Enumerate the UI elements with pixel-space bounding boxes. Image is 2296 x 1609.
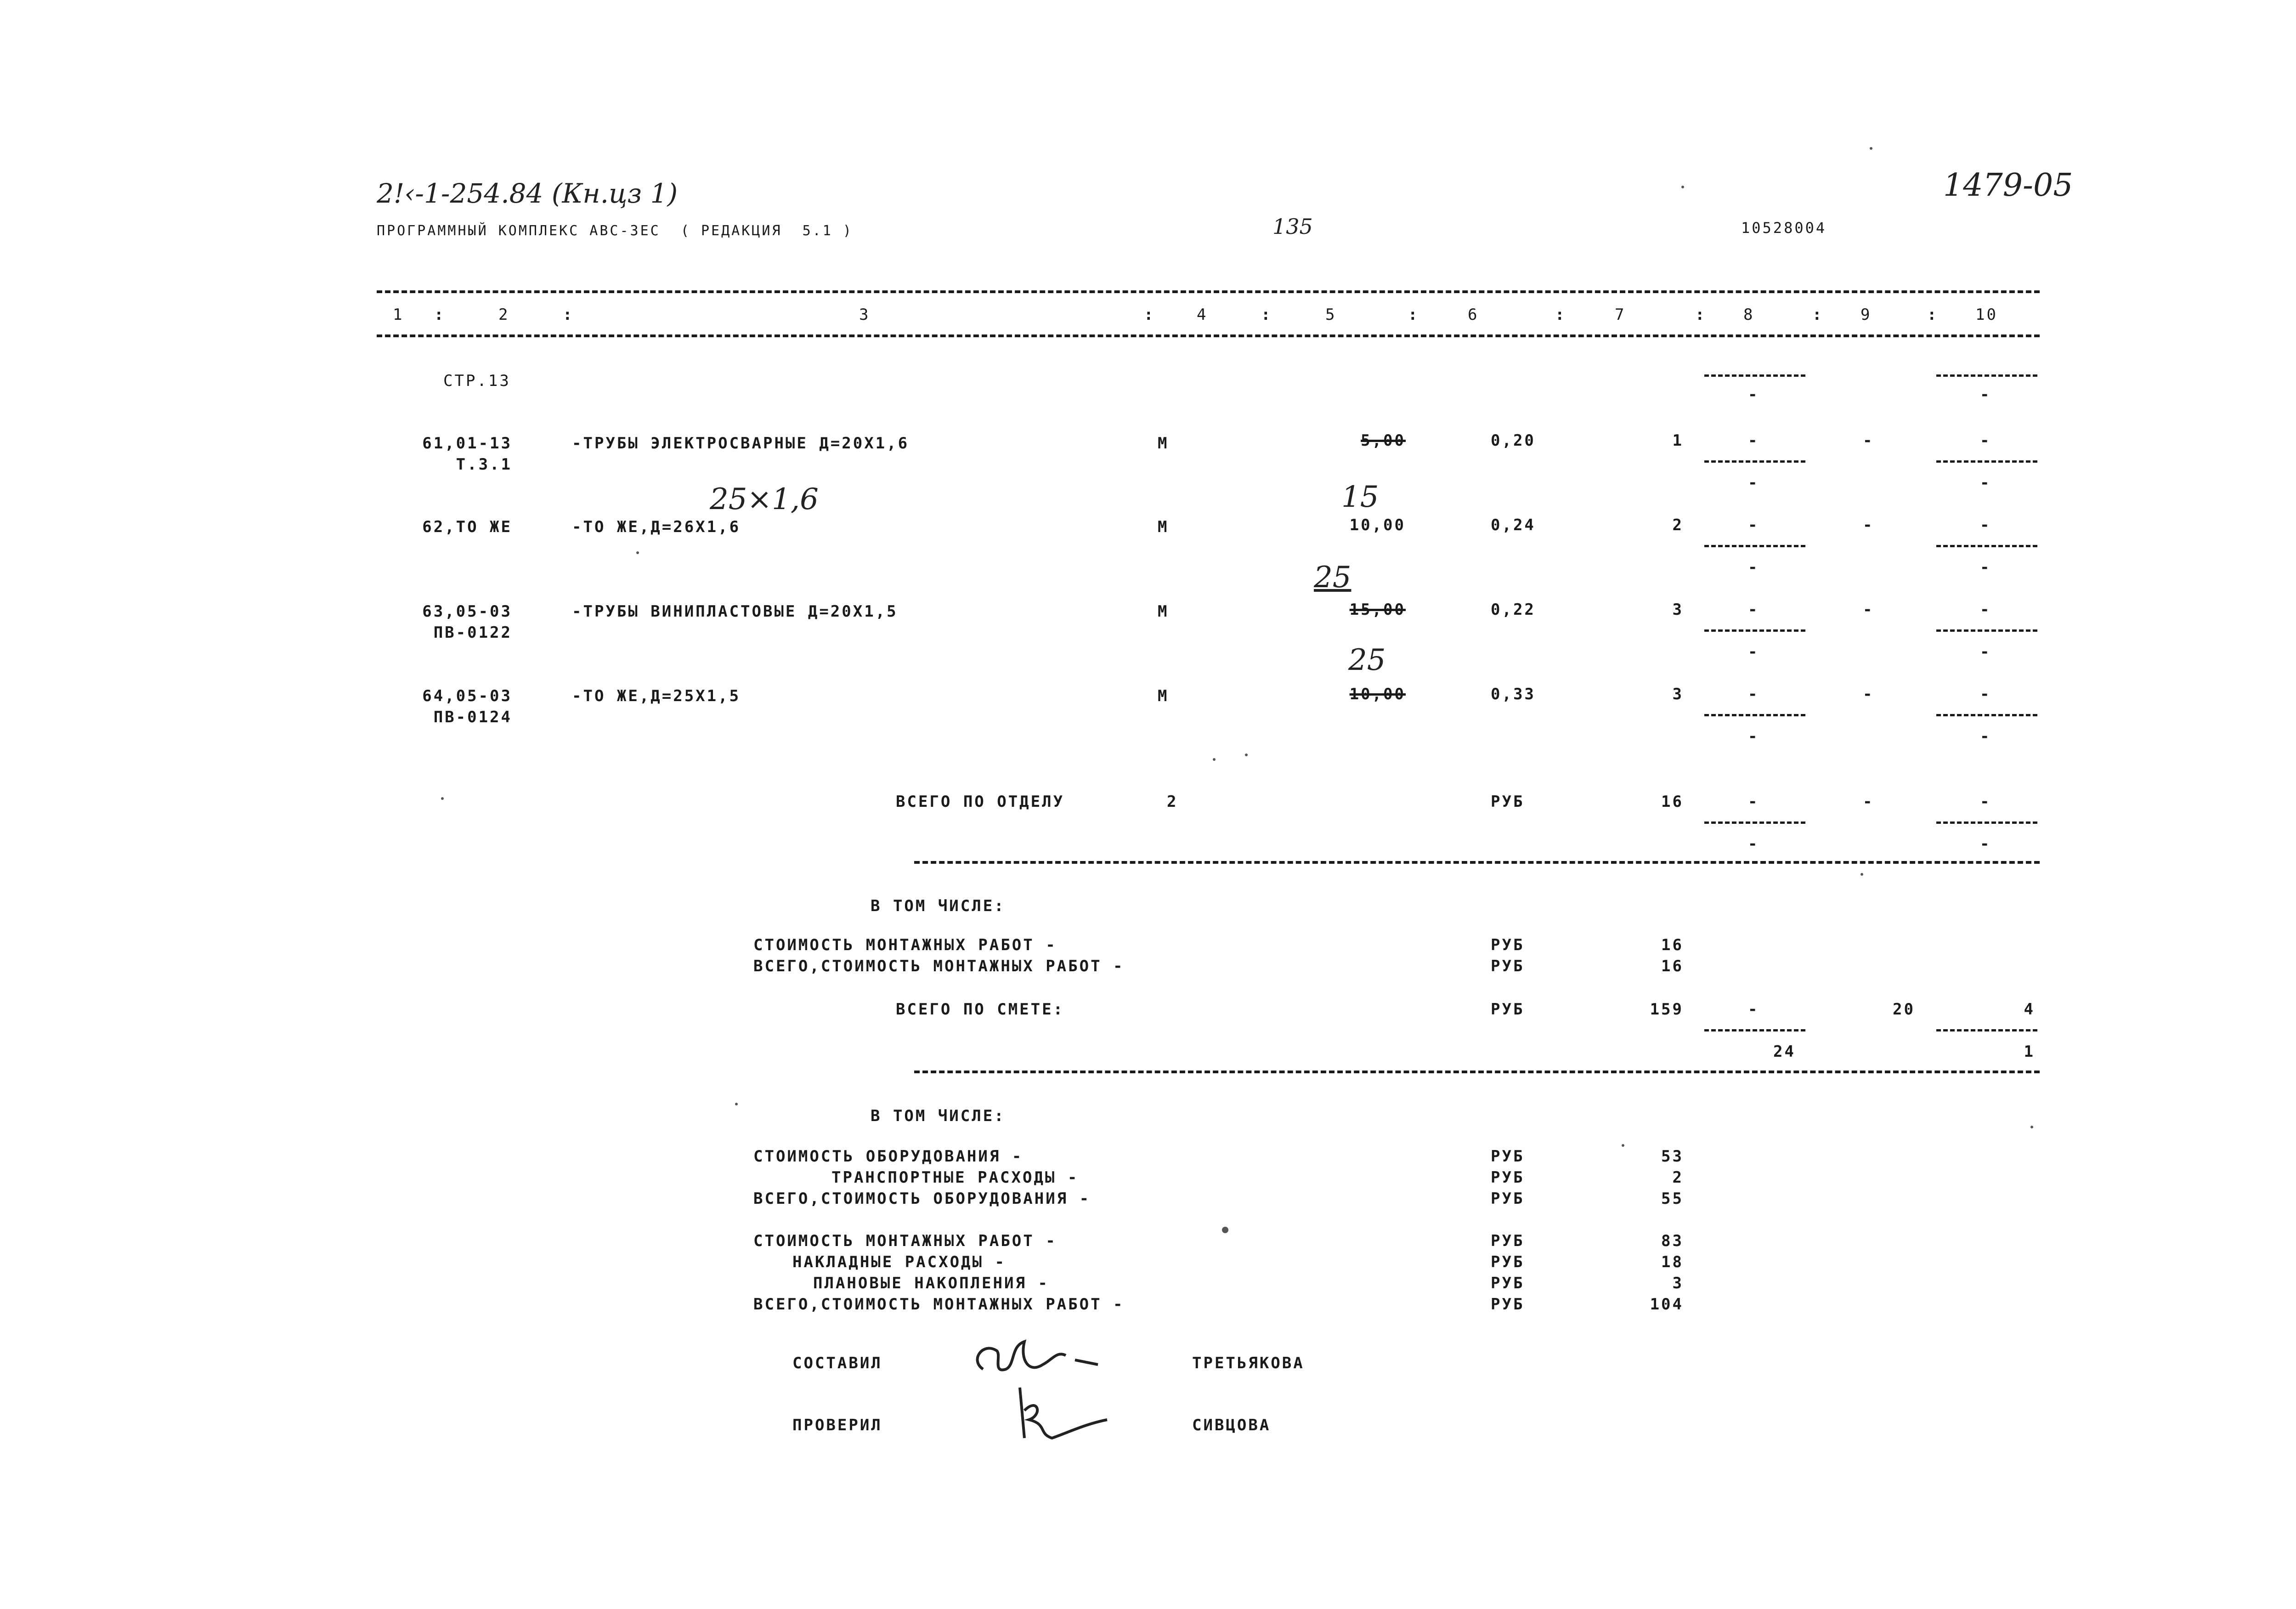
item-col9: - [1863,685,1874,703]
summary-label: ПЛАНОВЫЕ НАКОПЛЕНИЯ - [813,1274,1049,1292]
scan-speck [735,1103,738,1105]
col-sep: : [1927,306,1939,324]
dept-total-value: 16 [1661,793,1684,811]
col-4: 4 [1197,306,1208,324]
item-ref: ПВ-0124 [433,708,512,726]
col8-rule [1704,714,1805,716]
col10-rule [1936,1029,2037,1031]
item-description: -ТО ЖЕ,Д=26Х1,6 [572,518,741,536]
col-sep: : [563,306,574,324]
summary-unit: РУБ [1491,1168,1525,1187]
col-6: 6 [1468,306,1479,324]
item-price: 0,24 [1491,516,1536,534]
item-description: -ТО ЖЕ,Д=25Х1,5 [572,687,741,705]
scan-speck [1222,1227,1228,1233]
col-sep: : [1555,306,1566,324]
project-code: 2!‹-1-254.84 (Кн.цз 1) [377,178,678,209]
summary-value: 16 [1661,957,1684,975]
col-sep: : [1812,306,1824,324]
dept-total-col9: - [1863,793,1874,811]
col-10: 10 [1975,306,1998,324]
col-sep: : [434,306,446,324]
col8-rule [1704,1029,1805,1031]
header-rule-top [377,290,2040,293]
summary-label: ТРАНСПОРТНЫЕ РАСХОДЫ - [831,1168,1079,1187]
item-col9: - [1863,516,1874,534]
col-sep: : [1408,306,1419,324]
col-8: 8 [1743,306,1755,324]
item-price: 0,33 [1491,685,1536,703]
col-5: 5 [1325,306,1337,324]
col8-rule [1704,629,1805,632]
quantity-correction: 25 [1348,643,1386,677]
col10-rule [1936,374,2037,377]
summary-value: 18 [1661,1253,1684,1271]
checked-name: СИВЦОВА [1192,1416,1271,1434]
col10-rule [1936,714,2037,716]
summary-unit: РУБ [1491,1295,1525,1314]
summary-value: 83 [1661,1232,1684,1250]
col8-rule [1704,374,1805,377]
item-col7: 1 [1672,431,1684,450]
section-divider [914,861,2040,864]
dept-total-label: ВСЕГО ПО ОТДЕЛУ [896,793,1065,811]
quantity-correction: 25 [1314,561,1352,595]
item-col9: - [1863,601,1874,619]
compiled-name: ТРЕТЬЯКОВА [1192,1354,1305,1372]
scan-speck [1213,758,1216,761]
dash-mark: - [1980,643,1991,661]
signature-checked-icon [1011,1383,1121,1447]
scan-speck [1245,754,1248,756]
estimate-total-col10: 4 [2024,1000,2035,1019]
summary-unit: РУБ [1491,936,1525,954]
estimate-total-col8: - [1748,1000,1759,1019]
col-7: 7 [1615,306,1626,324]
summary-value: 16 [1661,936,1684,954]
header-rule-bottom [377,334,2040,337]
page-number: 135 [1272,214,1313,239]
col-3: 3 [859,306,871,324]
summary-unit: РУБ [1491,1147,1525,1166]
summary-label: ВСЕГО,СТОИМОСТЬ МОНТАЖНЫХ РАБОТ - [753,957,1125,975]
item-quantity: 15,00 [1349,601,1406,619]
item-quantity: 5,00 [1361,431,1406,450]
summary-value: 2 [1672,1168,1684,1187]
item-description: -ТРУБЫ ЭЛЕКТРОСВАРНЫЕ Д=20Х1,6 [572,434,910,453]
item-col10: - [1980,516,1991,534]
item-price: 0,22 [1491,601,1536,619]
dept-total-unit: РУБ [1491,793,1525,811]
summary-label: ВСЕГО,СТОИМОСТЬ МОНТАЖНЫХ РАБОТ - [753,1295,1125,1314]
estimate-total-value: 159 [1650,1000,1684,1019]
scan-speck [1861,873,1863,876]
dept-total-count: 2 [1167,793,1178,811]
item-unit: М [1158,602,1169,621]
scan-speck [636,551,639,554]
item-number: 63,05-03 [422,602,512,621]
col-sep: : [1144,306,1155,324]
archive-number: 1479-05 [1943,167,2073,204]
estimate-total-col9: 20 [1893,1000,1915,1019]
col10-rule [1936,629,2037,632]
dash-mark: - [1980,474,1991,492]
item-number: 61,01-13 [422,434,512,453]
item-unit: М [1158,434,1169,453]
item-quantity: 10,00 [1349,685,1406,703]
summary-value: 3 [1672,1274,1684,1292]
dash-mark: - [1980,835,1991,853]
item-quantity: 10,00 [1349,516,1406,534]
item-col7: 3 [1672,685,1684,703]
summary-label: ВСЕГО,СТОИМОСТЬ ОБОРУДОВАНИЯ - [753,1190,1091,1208]
summary-unit: РУБ [1491,1274,1525,1292]
summary-label: СТОИМОСТЬ МОНТАЖНЫХ РАБОТ - [753,936,1057,954]
item-unit: М [1158,687,1169,705]
estimate-total-unit: РУБ [1491,1000,1525,1019]
dash-mark: - [1748,643,1759,661]
estimate-total-col8b: 24 [1773,1042,1796,1061]
item-col10: - [1980,601,1991,619]
dash-mark: - [1748,474,1759,492]
dash-mark: - [1748,385,1759,404]
summary-value: 104 [1650,1295,1684,1314]
col10-rule [1936,545,2037,547]
summary-unit: РУБ [1491,1190,1525,1208]
scan-speck [1681,186,1684,188]
section-label: СТР.13 [443,372,511,390]
item-number: 64,05-03 [422,687,512,705]
col8-rule [1704,821,1805,824]
dash-mark: - [1980,558,1991,577]
col-9: 9 [1861,306,1872,324]
item-col8: - [1748,431,1759,450]
item-col8: - [1748,601,1759,619]
col10-rule [1936,821,2037,824]
item-col9: - [1863,431,1874,450]
summary-value: 55 [1661,1190,1684,1208]
item-col7: 2 [1672,516,1684,534]
summary-label: СТОИМОСТЬ МОНТАЖНЫХ РАБОТ - [753,1232,1057,1250]
summary-unit: РУБ [1491,1232,1525,1250]
included-heading: В ТОМ ЧИСЛЕ: [871,1107,1006,1125]
item-ref: Т.3.1 [456,455,512,474]
item-col8: - [1748,685,1759,703]
col-sep: : [1695,306,1707,324]
dash-mark: - [1980,727,1991,746]
scan-speck [2030,1126,2033,1128]
description-correction: 25×1,6 [710,482,819,516]
col8-rule [1704,545,1805,547]
item-price: 0,20 [1491,431,1536,450]
dash-mark: - [1980,385,1991,404]
item-col7: 3 [1672,601,1684,619]
dash-mark: - [1748,558,1759,577]
item-col10: - [1980,685,1991,703]
summary-label: НАКЛАДНЫЕ РАСХОДЫ - [792,1253,1006,1271]
dept-total-col8: - [1748,793,1759,811]
dept-total-col10: - [1980,793,1991,811]
summary-value: 53 [1661,1147,1684,1166]
summary-unit: РУБ [1491,957,1525,975]
item-ref: ПВ-0122 [433,623,512,642]
program-title: ПРОГРАММНЫЙ КОМПЛЕКС АВС-ЗЕС ( РЕДАКЦИЯ 5.1 ) [377,223,853,239]
checked-label: ПРОВЕРИЛ [792,1416,882,1434]
dash-mark: - [1748,727,1759,746]
estimate-total-col10b: 1 [2024,1042,2035,1061]
scan-speck [1622,1144,1624,1147]
summary-label: СТОИМОСТЬ ОБОРУДОВАНИЯ - [753,1147,1024,1166]
item-col8: - [1748,516,1759,534]
compiled-label: СОСТАВИЛ [792,1354,882,1372]
scan-speck [441,797,444,800]
dash-mark: - [1748,835,1759,853]
item-description: -ТРУБЫ ВИНИПЛАСТОВЫЕ Д=20Х1,5 [572,602,898,621]
col8-rule [1704,460,1805,463]
col-2: 2 [498,306,510,324]
col-1: 1 [393,306,404,324]
doc-code: 10528004 [1741,219,1827,237]
estimate-total-label: ВСЕГО ПО СМЕТЕ: [896,1000,1065,1019]
section-divider [914,1071,2040,1073]
quantity-correction: 15 [1341,480,1379,514]
col-sep: : [1261,306,1272,324]
item-number: 62,ТО ЖЕ [422,518,512,536]
col10-rule [1936,460,2037,463]
scan-speck [1870,147,1872,150]
included-heading: В ТОМ ЧИСЛЕ: [871,897,1006,915]
item-unit: М [1158,518,1169,536]
item-col10: - [1980,431,1991,450]
summary-unit: РУБ [1491,1253,1525,1271]
